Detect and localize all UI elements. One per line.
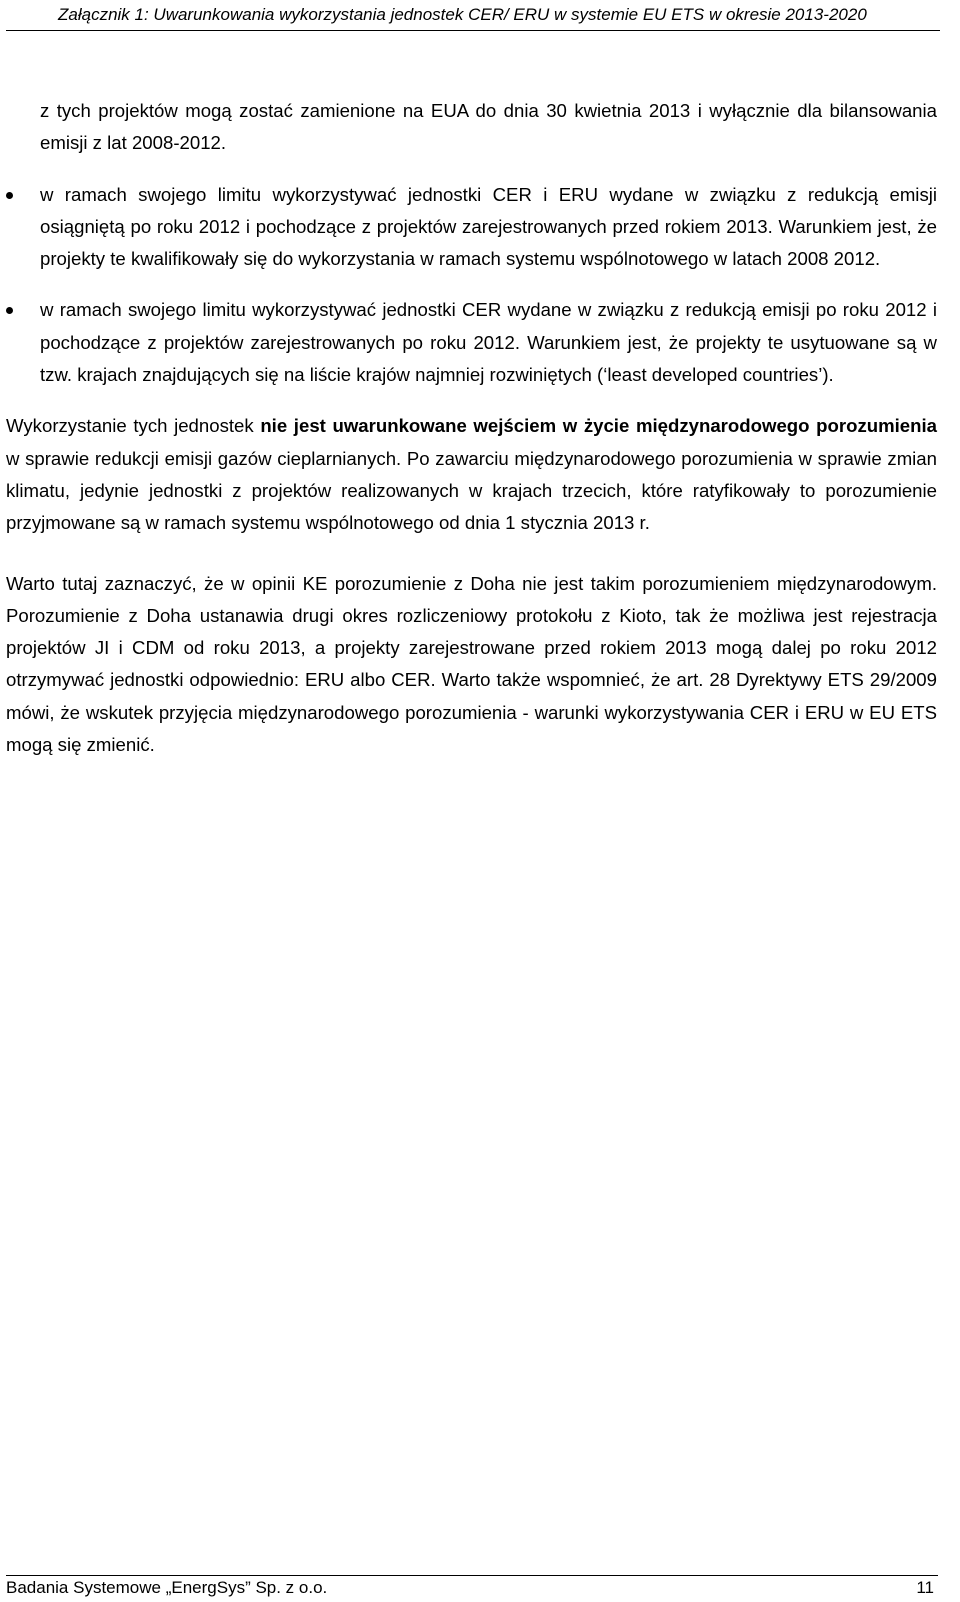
footer-company: Badania Systemowe „EnergSys” Sp. z o.o. [6,1578,328,1597]
bullet-text: w ramach swojego limitu wykorzystywać jednostki CER wydane w związku z redukcją emisji po roku 2012 i pochodzące z projektów zarejestrowanych po roku 2012. Warunkiem jest, że projekty te usytuowane są w tzw. krajach znajdujących się na liście krajów najmniej rozwiniętych (‘least developed countries’). [40,299,937,386]
list-item [6,294,937,391]
bullet-icon [6,192,13,199]
page-number: 11 [916,1578,934,1597]
page-header [6,0,940,31]
paragraph-text: w sprawie redukcji emisji gazów cieplarnianych. Po zawarciu międzynarodowego porozumienia w sprawie zmian klimatu, jedynie jednostki z projektów realizowanych w krajach trzecich, które ratyfikowały to porozumienie przyjmowane są w ramach systemu wspólnotowego od dnia 1 stycznia 2013 r. [6,447,937,534]
page-footer [6,1575,938,1602]
list-item [6,179,937,276]
paragraph-doha: Warto tutaj zaznaczyć, że w opinii KE porozumienie z Doha nie jest takim porozumieniem międzynarodowym. Porozumienie z Doha ustanawia drugi okres rozliczeniowy protokołu z Kioto, tak że możliwa jest rejestracja projektów JI i CDM od roku 2013, a projekty zarejestrowane przed rokiem 2013 mogą dalej po roku 2012 otrzymywać jednostki odpowiednio: ERU albo CER. Warto także wspomnieć, że art. 28 Dyrektywy ETS 29/2009 mówi, że wskutek przyjęcia międzynarodowego porozumienia - warunki wykorzystywania CER i ERU w EU ETS mogą się zmienić. [6,572,937,756]
header-title: Załącznik 1: Uwarunkowania wykorzystania jednostek CER/ ERU w systemie EU ETS w okresie 2013-2020 [58,5,867,24]
bold-emphasis: nie jest uwarunkowane wejściem w życie międzynarodowego porozumienia [260,415,938,437]
document-body [6,95,937,761]
bullet-list [6,179,937,392]
bullet-icon [6,307,13,314]
intro-paragraph: z tych projektów mogą zostać zamienione na EUA do dnia 30 kwietnia 2013 i wyłącznie dla bilansowania emisji z lat 2008-2012. [40,100,937,154]
paragraph-text: Wykorzystanie tych jednostek [6,415,261,437]
bullet-text: w ramach swojego limitu wykorzystywać jednostki CER i ERU wydane w związku z redukcją emisji osiągniętą po roku 2012 i pochodzące z projektów zarejestrowanych przed rokiem 2013. Warunkiem jest, że projekty te kwalifikowały się do wykorzystania w ramach systemu wspólnotowego w latach 2008 2012. [40,183,937,270]
paragraph-conditions [6,410,937,539]
